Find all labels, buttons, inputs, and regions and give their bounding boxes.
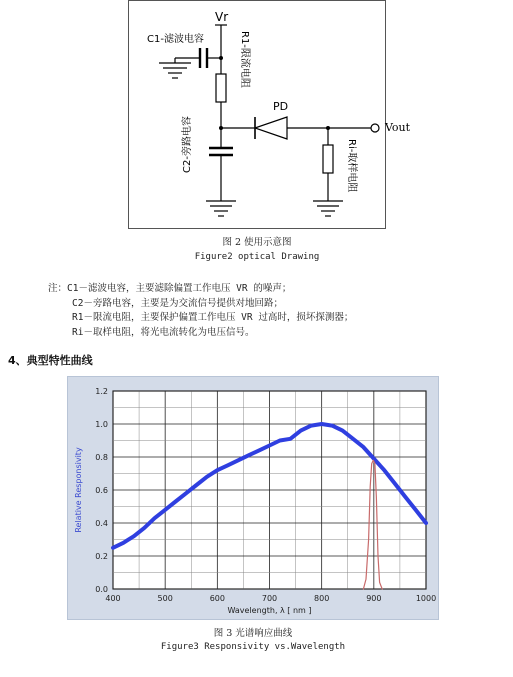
x-tick-label: 600 <box>209 594 225 603</box>
responsivity-chart <box>68 377 438 619</box>
notes-line-2: C2－旁路电容，主要是为交流信号提供对地回路； <box>72 297 283 309</box>
pd-diode-triangle <box>255 117 287 139</box>
vout-terminal <box>371 124 379 132</box>
y-axis-label: Relative Responsivity <box>74 447 83 533</box>
y-tick-label: 0.6 <box>95 486 108 495</box>
circuit-diagram <box>129 1 385 228</box>
x-tick-label: 1000 <box>415 594 437 603</box>
r1-resistor <box>216 74 226 102</box>
y-tick-label: 1.0 <box>95 420 108 429</box>
y-tick-label: 1.2 <box>95 387 108 396</box>
vr-label: Vr <box>215 10 229 24</box>
figure2-caption-cn: 图 2 使用示意图 <box>222 237 292 248</box>
section-heading: 4、典型特性曲线 <box>8 354 93 367</box>
x-tick-label: 700 <box>261 594 278 603</box>
notes-block <box>48 282 353 340</box>
pd-label: PD <box>273 100 289 113</box>
x-tick-label: 800 <box>314 594 330 603</box>
figure3-caption-cn: 图 3 光谱响应曲线 <box>213 628 293 639</box>
chart-frame <box>67 376 439 620</box>
y-tick-label: 0.4 <box>95 519 108 528</box>
figure3-caption-en: Figure3 Responsivity vs.Wavelength <box>160 642 346 652</box>
circuit-diagram-frame <box>128 0 386 229</box>
c2-label: C2-旁路电容 <box>182 116 193 173</box>
ri-label: Ri-取样电阻 <box>346 139 357 193</box>
c1-label: C1-滤波电容 <box>147 34 204 45</box>
notes-text-1: C1－滤波电容，主要滤除偏置工作电压 VR 的噪声； <box>67 283 292 294</box>
x-tick-label: 400 <box>105 594 121 603</box>
y-tick-label: 0.0 <box>95 585 108 594</box>
ri-resistor <box>323 145 333 173</box>
y-tick-label: 0.8 <box>95 453 108 462</box>
x-axis-label: Wavelength, λ [ nm ] <box>227 606 312 615</box>
notes-line-4: Ri－取样电阻，将光电流转化为电压信号。 <box>72 326 255 338</box>
notes-line-3: R1－限流电阻，主要保护偏置工作电压 VR 过高时，损坏探测器； <box>72 312 354 323</box>
figure2-caption-en: Figure2 optical Drawing <box>194 252 320 262</box>
notes-lead: 注： <box>48 283 68 294</box>
notes-line-1 <box>48 282 353 297</box>
vout-label-outer: Vout <box>385 121 411 134</box>
y-tick-label: 0.2 <box>95 552 108 561</box>
x-tick-label: 900 <box>366 594 382 603</box>
junction-c1 <box>219 56 223 60</box>
r1-label: R1-限流电阻 <box>239 31 250 88</box>
x-tick-label: 500 <box>157 594 173 603</box>
